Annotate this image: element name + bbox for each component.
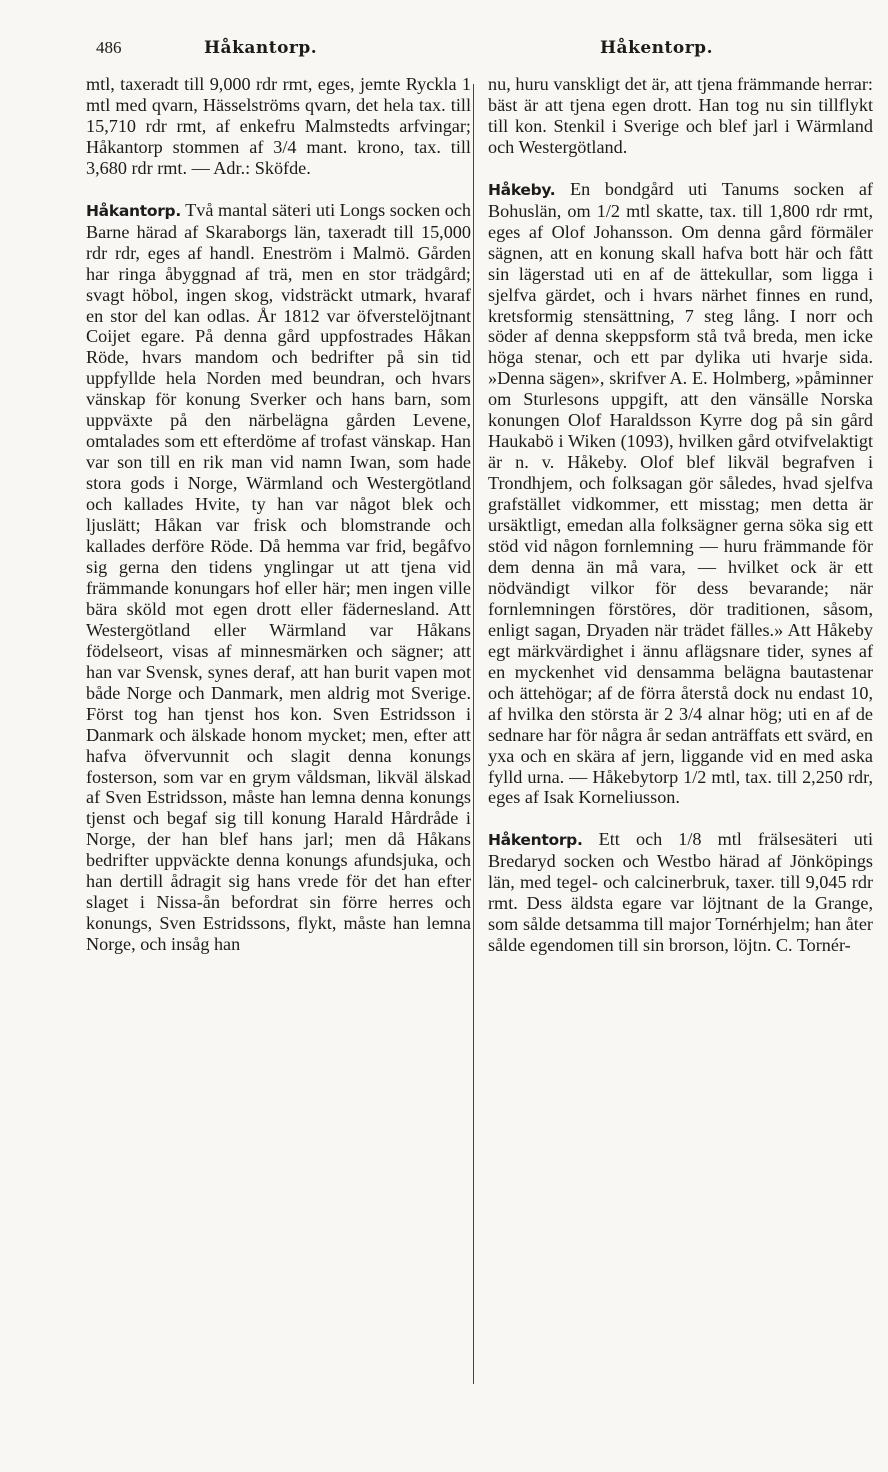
running-title-right: Håkentorp. [600,38,713,58]
paragraph-text: mtl, taxeradt till 9,000 rdr rmt, eges, jemte Ryckla 1 mtl med qvarn, Hässelströms qvarn, det hela tax. till 15,710 rdr rmt, af enkefru Malmstedts arfvingar; Håkantorp stommen af 3/4 mant. krono, tax. till 3,680 rdr rmt. — Adr.: Sköfde. [86,74,471,178]
page-header [0,38,888,66]
column-divider [473,84,474,1384]
entry-text: Två mantal säteri uti Longs socken och Barne härad af Skaraborgs län, taxeradt till 15,000 rdr rdr, eges af handl. Eneström i Malmö. Gården har ringa åbyggnad af trä, men en stor trädgård; svagt höbol, ingen skog, vidsträckt utmark, hvaraf en stor del kan odlas. År 1812 var öfverstelöjtnant Coijet egare. På denna gård uppfostrades Håkan Röde, hvars mandom och bedrifter på sin tid uppfyllde hela Norden med beundran, och hvars vänskap för konung Sverker och hans barn, som uppväxte på den närbelägna gården Levene, omtalades som ett efterdöme af trofast vänskap. Han var son till en rik man vid namn Iwan, som hade stora gods i Norge, Wärmland och Westergötland och kallades Hvite, ty han var något blek och ljuslätt; Håkan var frisk och blomstrande och kallades derföre Röde. Då hemma var frid, begåfvo sig gerna den tidens ynglingar ut att tjena vid främmande konungars hof eller här; men ingen ville bära sköld mot egen drott eller fädernesland. Att Westergötland eller Wärmland var Håkans födelseort, visas af minnesmärken och sägner; att han var Svensk, synes deraf, att han burit vapen mot både Norge och Danmark, men aldrig mot Sverige. Först tog han tjenst hos kon. Sven Estridsson i Danmark och älskade honom mycket; men, efter att hafva öfvervunnit och slagit denna konungs fosterson, som var en grym våldsman, likväl älskad af Sven Estridsson, måste han lemna denna konungs tjenst och begaf sig till konung Harald Hårdråde i Norge, der han blef hans jarl; men då Håkans bedrifter uppväckte denna konungs afundsjuka, och han dertill ådragit sig hans vrede för det han efter slaget i Nissa-ån befordrat sin förre herres och konungs, Sven Estridssons, flykt, måste han lemna Norge, och insåg han [86,199,472,955]
entry-hakeby [488,179,873,809]
right-column [488,74,873,956]
entry-hakantorp [86,200,471,955]
entry-text: Ett och 1/8 mtl frälsesäteri uti Bredaryd socken och Westbo härad af Jönköpings län, med tegel- och calcinerbruk, taxer. till 9,045 rdr rmt. Dess äldsta egare var löjtnant de la Grange, som sålde detsamma till major Tornérhjelm; han åter sålde egendomen till sin brorson, löjtn. C. Tornér- [488,829,873,956]
entry-headword: Håkeby. [488,180,556,199]
paragraph-text: nu, huru vanskligt det är, att tjena främmande herrar: bäst är att tjena egen drott. Han tog nu sin tillflykt till kon. Stenkil i Sverige och blef jarl i Wärmland och Westergötland. [488,74,873,157]
entry-headword: Håkentorp. [488,831,583,850]
page-number: 486 [96,38,122,57]
entry-hakentorp [488,829,873,956]
paragraph [86,74,471,179]
entry-text: En bondgård uti Tanums socken af Bohuslän, om 1/2 mtl skatte, tax. till 1,800 rdr rmt, eges af Olof Johansson. Om denna gård förmäler sägnen, att en konung skall hafva bott här och fått sin lägerstad uti en af de ättekullar, som ligga i sjelfva gärdet, och i hvars närhet finnes en rund, kretsformig stensättning, 7 steg lång. I norr och söder af denna skeppsform stå två breda, men icke höga stenar, och ett par dylika uti hvarje sida. »Denna sägen», skrifver A. E. Holmberg, »påminner om Sturlesons uppgift, att den vänsälle Norska konungen Olof Haraldsson Kyrre dog på sin gård Haukabö i Wiken (1093), hvilken gård otvifvelaktigt är n. v. Håkeby. Olof blef likväl begrafven i Trondhjem, och folksagan gör således, hvad sjelfva grafstället vidkommer, ett misstag; men detta är ursäktligt, emedan alla folksägner gerna söka sig ett stöd vid någon fornlemning — huru främmande för dem denna än må vara, — hvilket ock är ett nödvändigt vilkor för dess bevarande; när fornlemningen förstöres, dör traditionen, såsom, enligt sagan, Dryaden när trädet fälles.» Att Håkeby egt märkvärdighet i ännu aflägsnare tider, synes af en myckenhet vid densamma belägna bautastenar och ättehögar; af de förra återstå dock nu endast 10, af hvilka den största är 2 3/4 alnar hög; uti en af de sednare har för några år sedan anträffats ett svärd, en yxa och en skära af jern, liggande vid en med aska fylld urna. — Håkebytorp 1/2 mtl, tax. till 2,250 rdr, eges af Isak Korneliusson. [488,178,873,808]
paragraph [488,74,873,158]
left-column [86,74,471,955]
entry-headword: Håkantorp. [86,201,181,220]
running-title-left: Håkantorp. [204,38,318,58]
